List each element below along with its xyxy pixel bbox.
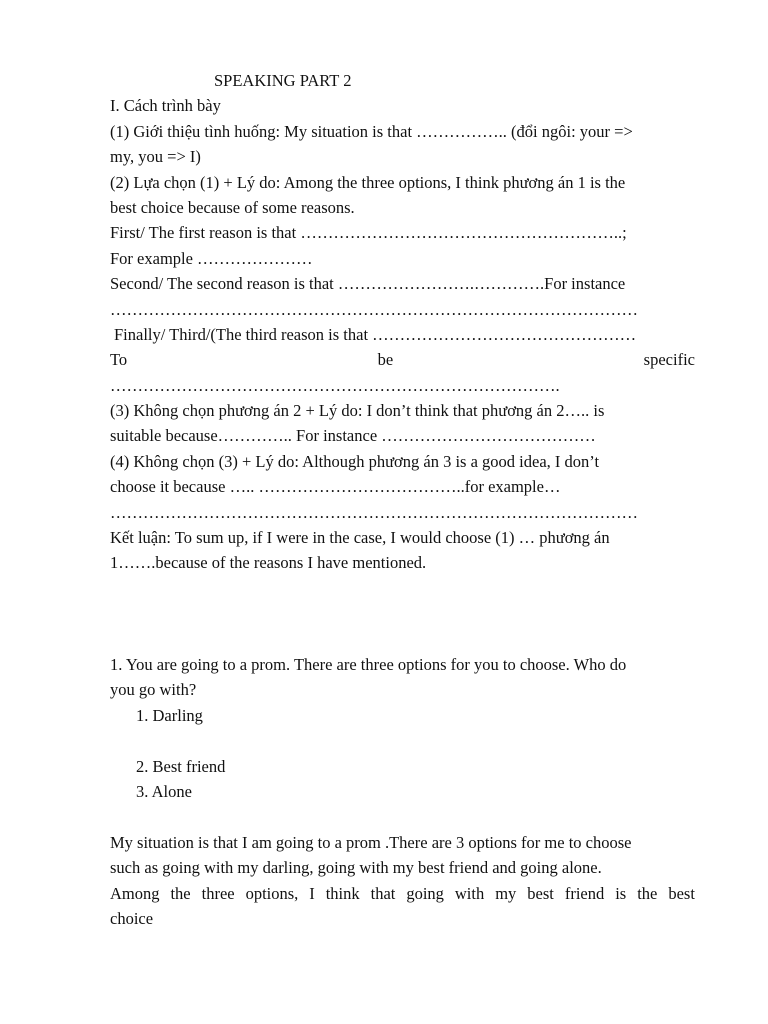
word: best bbox=[527, 883, 554, 903]
text-line: (3) Không chọn phương án 2 + Lý do: I don’t think that phương án 2….. is bbox=[110, 401, 605, 421]
option-item: 1. Darling bbox=[136, 705, 203, 725]
spacer bbox=[110, 627, 695, 652]
text-line: (4) Không chọn (3) + Lý do: Although phương án 3 is a good idea, I don’t bbox=[110, 451, 600, 471]
section-heading: I. Cách trình bày bbox=[110, 96, 221, 116]
text-line: For example ………………… bbox=[110, 248, 313, 268]
text-line: suitable because………….. For instance ………………………………… bbox=[110, 426, 596, 446]
word: best bbox=[668, 883, 695, 903]
justified-line bbox=[110, 347, 695, 372]
word: be bbox=[377, 350, 394, 370]
word: going bbox=[406, 883, 444, 903]
word: my bbox=[495, 883, 517, 903]
answer-line: choice bbox=[110, 908, 154, 928]
word: that bbox=[370, 883, 396, 903]
text-line: First/ The first reason is that …………………………………………………..; bbox=[110, 223, 627, 243]
word: think bbox=[325, 883, 360, 903]
text-line: (2) Lựa chọn (1) + Lý do: Among the three options, I think phương án 1 is the bbox=[110, 172, 626, 192]
spacer bbox=[110, 601, 695, 626]
spacer bbox=[110, 804, 695, 829]
word: To bbox=[110, 350, 128, 370]
text-line: Kết luận: To sum up, if I were in the case, I would choose (1) … phương án bbox=[110, 528, 610, 548]
text-line: Second/ The second reason is that …………………….………….For instance bbox=[110, 274, 626, 294]
text-line: 1…….because of the reasons I have mentioned. bbox=[110, 553, 427, 573]
word: friend bbox=[564, 883, 605, 903]
spacer bbox=[110, 576, 695, 601]
dotted-line: …………………………………………………………………………………… bbox=[110, 299, 638, 319]
dotted-line: ………………………………………………………………………. bbox=[110, 375, 560, 395]
question-line: 1. You are going to a prom. There are three options for you to choose. Who do bbox=[110, 654, 627, 674]
option-item: 2. Best friend bbox=[136, 756, 226, 776]
word: three bbox=[201, 883, 235, 903]
word: the bbox=[637, 883, 658, 903]
word: I bbox=[309, 883, 315, 903]
word: options, bbox=[245, 883, 299, 903]
option-item: 3. Alone bbox=[136, 781, 192, 801]
justified-line bbox=[110, 881, 695, 906]
text-line: choose it because ….. ………………………………..for example… bbox=[110, 477, 561, 497]
dotted-line: …………………………………………………………………………………… bbox=[110, 502, 638, 522]
spacer bbox=[110, 728, 695, 753]
word: the bbox=[170, 883, 191, 903]
answer-line: My situation is that I am going to a prom .There are 3 options for me to choose bbox=[110, 832, 632, 852]
question-line: you go with? bbox=[110, 680, 197, 700]
word: with bbox=[454, 883, 485, 903]
text-line: my, you => I) bbox=[110, 147, 201, 167]
word: specific bbox=[643, 350, 695, 370]
text-line: Finally/ Third/(The third reason is that ………………………………………… bbox=[114, 324, 637, 344]
answer-line: such as going with my darling, going with my best friend and going alone. bbox=[110, 858, 602, 878]
document-page bbox=[110, 68, 695, 931]
text-line: (1) Giới thiệu tình huống: My situation is that …………….. (đổi ngôi: your => bbox=[110, 121, 633, 141]
document-title: SPEAKING PART 2 bbox=[214, 71, 352, 90]
text-line: best choice because of some reasons. bbox=[110, 197, 355, 217]
word: Among bbox=[110, 883, 160, 903]
word: is bbox=[615, 883, 627, 903]
